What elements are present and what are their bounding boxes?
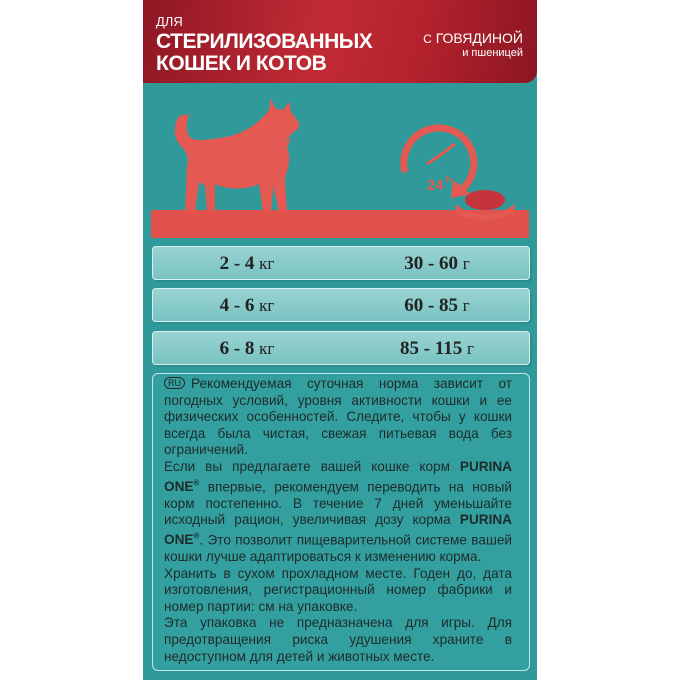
feeding-row-3: [152, 331, 530, 365]
weight-cell: 4 - 6 кг: [219, 295, 275, 316]
clock-label: 24: [427, 177, 444, 194]
grams-cell: 30 - 60 г: [404, 253, 470, 274]
weight-cell: 2 - 4 кг: [219, 253, 275, 274]
notes-paragraph-2: Если вы предлагаете вашей кошке корм PURINA ONE® впервые, рекомендуем переводить на новый корм постепенно. В течение 7 дней уменьшайте исходный рацион, увеличивая дозу корма PURINA ONE®. Это позволит пищеварительной системе вашей кошки лучше адаптироваться к изменению корма.: [164, 458, 512, 564]
grams-cell: 85 - 115 г: [399, 338, 474, 359]
bowl-food-icon: [465, 190, 505, 210]
flavor-prefix: С: [423, 32, 432, 46]
clock-hand: [427, 144, 455, 164]
feeding-illustration: [143, 86, 537, 246]
header-prefix: ДЛЯ: [156, 14, 183, 29]
brand-name: PURINA ONE®: [164, 458, 512, 495]
grams-cell: 60 - 85 г: [404, 295, 470, 316]
package-panel: [143, 0, 537, 680]
brand-name: PURINA ONE®: [164, 512, 512, 548]
flavor-sub: и пшеницей: [462, 47, 523, 59]
flavor-main: [423, 30, 523, 46]
feeding-row-2: [152, 288, 530, 322]
feeding-row-1: [152, 246, 530, 280]
cat-silhouette-icon: [175, 98, 299, 212]
lang-badge: RU: [164, 377, 185, 389]
weight-cell: 6 - 8 кг: [219, 338, 275, 359]
notes-paragraph-4: Эта упаковка не предназначена для игры. Для предотвращения риска удушения храните в недоступном для детей и животных месте.: [164, 615, 512, 664]
header-title-line2: КОШЕК И КОТОВ: [156, 52, 327, 75]
flavor-name: ГОВЯДИНОЙ: [435, 30, 523, 46]
clock-unit: h: [446, 174, 452, 184]
header-title-line1: СТЕРИЛИЗОВАННЫХ: [156, 30, 373, 53]
header-banner: [143, 0, 537, 83]
notes-paragraph-1: RU Рекомендуемая суточная норма зависит от погодных условий, уровня активности кошки и ее физических особенностей. Следите, чтобы у кошки всегда была чистая, свежая питьевая вода без ограничений.: [164, 376, 512, 458]
notes-text: [164, 376, 512, 665]
notes-paragraph-3: Хранить в сухом прохладном месте. Годен до, дата изготовления, регистрационный номер фабрики и номер партии: см на упаковке.: [164, 565, 512, 614]
